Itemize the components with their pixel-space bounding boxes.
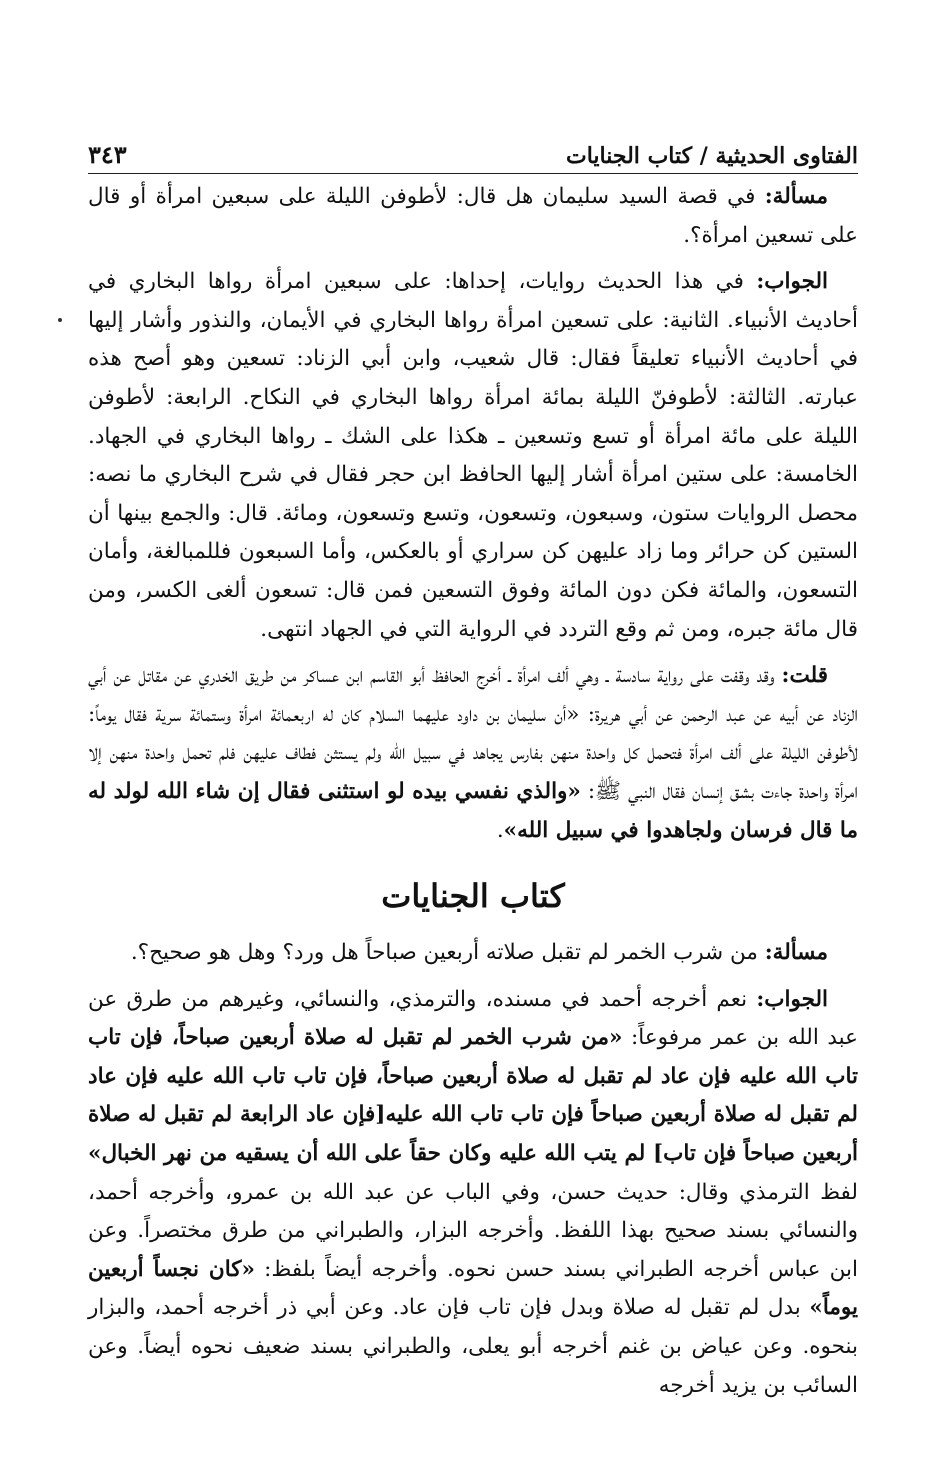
answer-text: في هذا الحديث روايات، إحداها: على سبعين امرأة رواها البخاري في أحاديث الأنبياء. الثانية: على تسعين امرأة رواها البخاري في الأيمان، والنذور وأشار إليها في أحاديث الأنبياء تعليقاً فقال: قال شعيب، وابن أبي الزناد: تسعين وهو أصح هذه عبارته. الثالثة: لأطوفنّ الليلة بمائة امرأة رواها البخاري في النكاح. الرابعة: لأطوفن الليلة على مائة امرأة أو تسع وتسعين ـ هكذا على الشك ـ رواها البخاري في الجهاد. الخامسة: على ستين امرأة أشار إليها الحافظ ابن حجر فقال في شرح البخاري ما نصه: محصل الروايات ستون، وسبعون، وتسعون، وتسع وتسعون، ومائة. قال: والجمع بينها أن الستين كن حرائر وما زاد عليهن كن سراري أو بالعكس، وأما السبعون فللمبالغة، وأمان التسعون، والمائة فكن دون المائة وفوق التسعين فمن قال: تسعون ألغى الكسر، ومن قال مائة جبره، ومن ثم وقع التردد في الرواية التي في الجهاد انتهى.: [88, 269, 858, 642]
page-body: [88, 178, 858, 1413]
running-header: [88, 118, 858, 174]
page-number: ٣٤٣: [88, 140, 127, 169]
answer-label: الجواب:: [756, 269, 828, 295]
answer-label-2: الجواب:: [756, 986, 828, 1012]
running-title: الفتاوى الحديثية / كتاب الجنايات: [566, 143, 858, 169]
qult-paragraph: [88, 657, 858, 850]
chapter-title: كتاب الجنايات: [381, 877, 565, 916]
question-paragraph: [88, 178, 858, 255]
answer-text-2a: نعم أخرجه أحمد في مسنده، والترمذي، والنسائي، وغيرهم من طرق عن عبد الله بن عمر مرفوعاً:: [88, 986, 858, 1051]
answer-paragraph-2: [88, 981, 858, 1406]
question-label: مسألة:: [764, 184, 828, 209]
margin-mark: [58, 318, 62, 322]
qult-label: قلت:: [781, 663, 828, 689]
question-paragraph-2: [88, 934, 858, 973]
question-text: في قصة السيد سليمان هل قال: لأطوفن الليلة على سبعين امرأة أو قال على تسعين امرأة؟.: [88, 184, 858, 248]
hadith-quote: «والذي نفسي بيده لو استثنى فقال إن شاء الله لولد له ما قال فرسان ولجاهدوا في سبيل الله»: [88, 778, 858, 843]
qult-text: وقد وقفت على رواية سادسة ـ وهي ألف امرأة ـ أخرج الحافظ أبو القاسم ابن عساكر من طريق الخدري عن مقاتل عن أبي الزناد عن أبيه عن عبد الرحمن عن أبي هريرة: «أن سليمان بن داود عليهما السلام كان له اربعمائة امرأة وستمائة سرية فقال يوماً: لأطوفن الليلة على ألف امرأة فتحمل كل واحدة منهن بفارس يجاهد في سبيل الله ولم يستثن فطاف عليهن فلم تحمل واحدة منهن إلا امرأة واحدة جاءت بشق إنسان فقال النبي ﷺ:: [88, 663, 858, 804]
hadith-quote-2: «من شرب الخمر لم تقبل له صلاة أربعين صباحاً، فإن تاب تاب الله عليه فإن عاد لم تقبل له صلاة أربعين صباحاً، فإن تاب تاب الله عليه فإن عاد لم تقبل له صلاة أربعين صباحاً فإن تاب تاب الله عليه[فإن عاد الرابعة لم تقبل له صلاة أربعين صباحاً فإن تاب] لم يتب الله عليه وكان حقاً على الله أن يسقيه من نهر الخبال»: [88, 1025, 858, 1167]
answer-text-2b: لفظ الترمذي وقال: حديث حسن، وفي الباب عن عبد الله بن عمرو، وأخرجه أحمد، والنسائي بسند صحيح بهذا اللفظ. وأخرجه البزار، والطبراني من طرق مختصراً. وعن ابن عباس أخرجه الطبراني بسند حسن نحوه. وأخرجه أيضاً بلفظ:: [88, 1179, 858, 1282]
question-label-2: مسألة:: [764, 940, 828, 966]
answer-paragraph: [88, 263, 858, 649]
answer-text-2c: بدل لم تقبل له صلاة وبدل فإن تاب فإن عاد. وعن أبي ذر أخرجه أحمد، والبزار بنحوه. وعن عياض بن غنم أخرجه أبو يعلى، والطبراني بسند ضعيف نحوه أيضاً. وعن السائب بن يزيد أخرجه: [88, 1295, 858, 1398]
hadith-quote-3: «كان نجساً أربعين يوماً»: [88, 1256, 858, 1321]
qult-end: .: [496, 817, 504, 843]
question-text-2: من شرب الخمر لم تقبل صلاته أربعين صباحاً هل ورد؟ وهل هو صحيح؟.: [130, 940, 765, 966]
